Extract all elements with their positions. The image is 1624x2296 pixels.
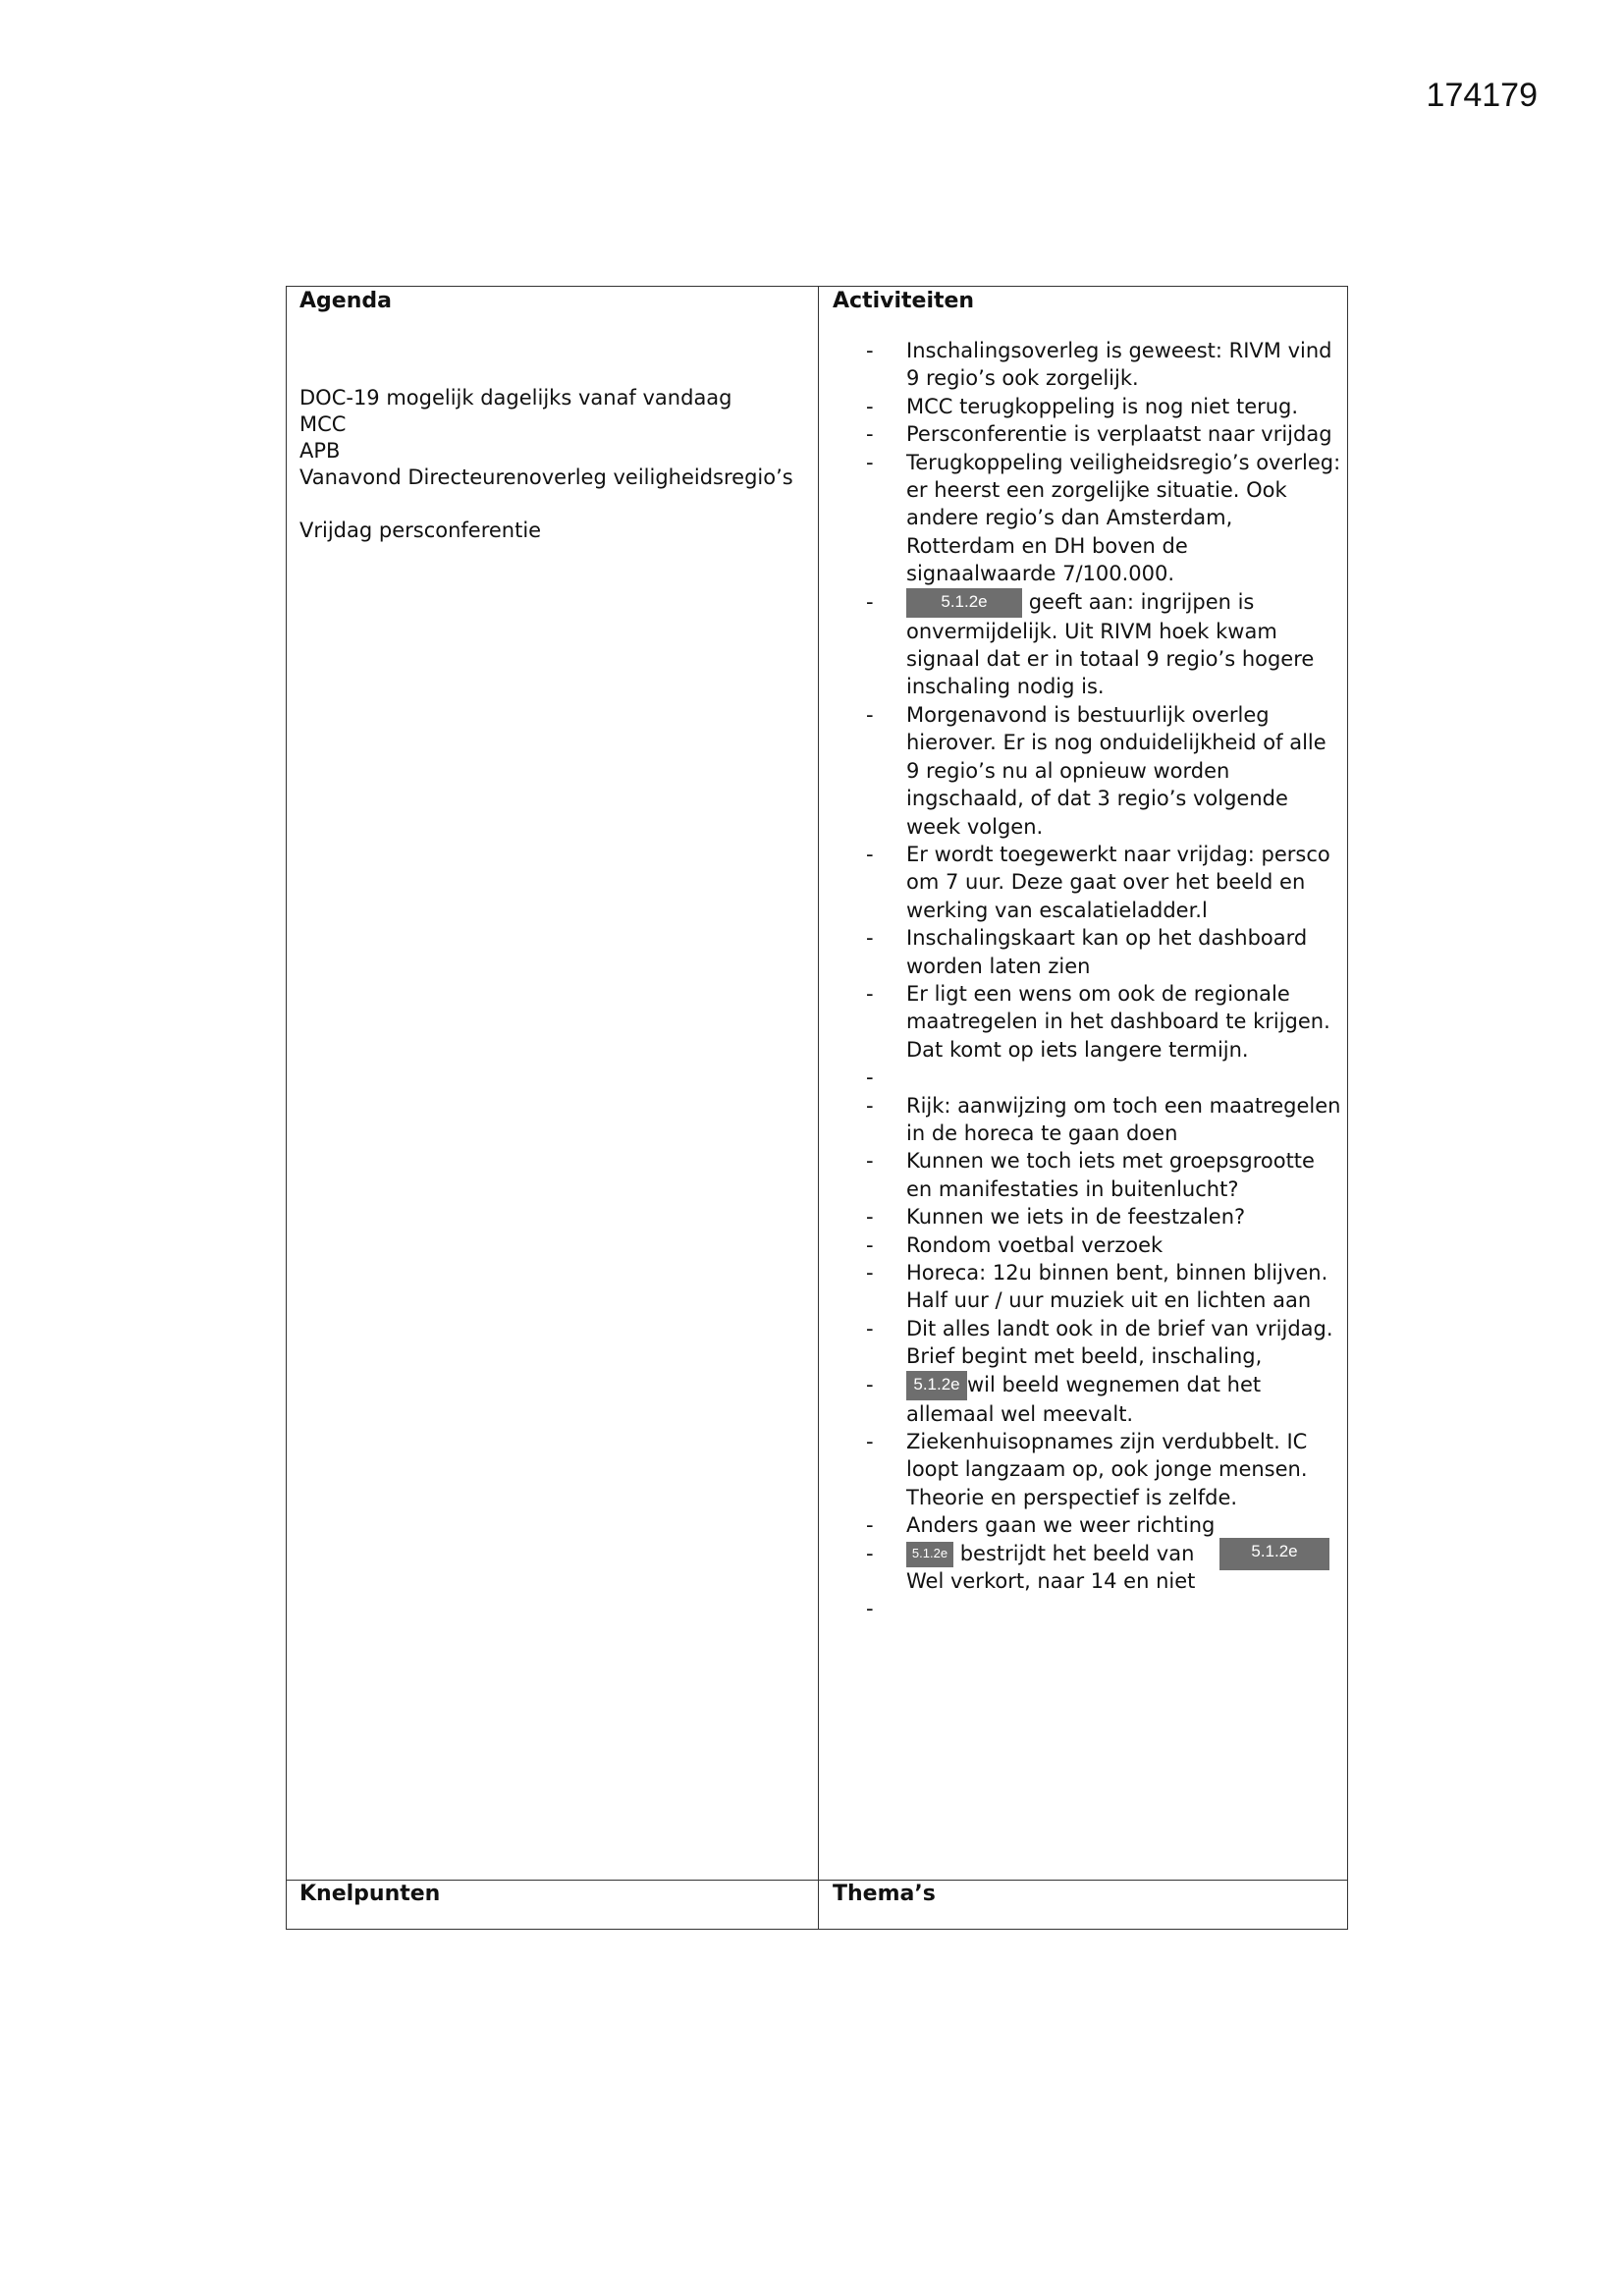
activity-item: - Anders gaan we weer richting — [866, 1513, 1216, 1538]
activity-text: Rijk: aanwijzing om toch een maatregelen in de horeca te gaan doen — [906, 1093, 1341, 1145]
activity-item: - Inschalingskaart kan op het dashboard worden laten zien — [866, 926, 1308, 978]
activity-item: - Persconferentie is verplaatst naar vrijdag — [866, 422, 1332, 447]
agenda-item: Vrijdag persconferentie — [299, 519, 542, 542]
agenda-list — [299, 385, 810, 544]
redaction-box: 5.1.2e — [906, 588, 1022, 618]
activity-item: - Kunnen we iets in de feestzalen? — [866, 1205, 1246, 1230]
activity-item: - MCC terugkoppeling is nog niet terug. — [866, 394, 1299, 418]
activity-text: Anders gaan we weer richting — [906, 1513, 1216, 1538]
activity-item: - 5.1.2e bestrijdt het beeld van 5.1.2e Wel verkort, naar 14 en niet — [833, 1540, 1343, 1596]
activity-item: - Terugkoppeling veiligheidsregio’s overleg: er heerst een zorgelijke situatie. Ook andere regio’s dan Amsterdam, Rotterdam en DH boven de signaalwaarde 7/100.000. — [866, 450, 1341, 586]
activity-text: Er wordt toegewerkt naar vrijdag: persco om 7 uur. Deze gaat over het beeld en werking van escalatieladder.l — [906, 842, 1330, 922]
activity-item: - Morgenavond is bestuurlijk overleg hierover. Er is nog onduidelijkheid of alle 9 regio’s nu al opnieuw worden ingschaald, of dat 3 regio’s volgende week volgen. — [866, 702, 1326, 839]
activity-text: Wel verkort, naar 14 en niet — [906, 1569, 1196, 1594]
activity-text: Inschalingskaart kan op het dashboard worden laten zien — [906, 926, 1308, 978]
knelpunten-header: Knelpunten — [299, 1882, 441, 1906]
activity-text: Kunnen we toch iets met groepsgrootte en manifestaties in buitenlucht? — [906, 1149, 1315, 1201]
activity-item: - Horeca: 12u binnen bent, binnen blijven. Half uur / uur muziek uit en lichten aan — [866, 1260, 1328, 1313]
activity-text: Morgenavond is bestuurlijk overleg hierover. Er is nog onduidelijkheid of alle 9 regio’s nu al opnieuw worden ingschaald, of dat 3 regio’s volgende week volgen. — [906, 702, 1326, 839]
agenda-item: APB — [299, 439, 341, 463]
agenda-item: MCC — [299, 412, 347, 436]
activity-text: bestrijdt het beeld van — [959, 1541, 1195, 1565]
activity-text: Persconferentie is verplaatst naar vrijdag — [906, 422, 1332, 447]
activity-text: Horeca: 12u binnen bent, binnen blijven. Half uur / uur muziek uit en lichten aan — [906, 1260, 1328, 1313]
activities-list — [833, 337, 1343, 1623]
agenda-item: DOC-19 mogelijk dagelijks vanaf vandaag — [299, 386, 732, 410]
activity-text: Er ligt een wens om ook de regionale maatregelen in het dashboard te krijgen. Dat komt op iets langere termijn. — [906, 981, 1330, 1062]
activity-item: - Er ligt een wens om ook de regionale maatregelen in het dashboard te krijgen. Dat komt op iets langere termijn. — [866, 981, 1330, 1062]
activity-text: wil beeld wegnemen dat het allemaal wel meevalt. — [906, 1372, 1262, 1426]
redaction-box: 5.1.2e — [906, 1371, 967, 1400]
activity-text: Kunnen we iets in de feestzalen? — [906, 1205, 1246, 1230]
activity-item: - Ziekenhuisopnames zijn verdubbelt. IC loopt langzaam op, ook jonge mensen. Theorie en perspectief is zelfde. — [866, 1430, 1308, 1509]
row-divider — [287, 1880, 1347, 1881]
redaction-box: 5.1.2e — [1219, 1538, 1329, 1570]
activity-text: Ziekenhuisopnames zijn verdubbelt. IC loopt langzaam op, ook jonge mensen. Theorie en perspectief is zelfde. — [906, 1430, 1308, 1509]
activity-item: - Rondom voetbal verzoek — [866, 1232, 1164, 1257]
activity-item: - — [866, 1066, 874, 1090]
activity-text: Terugkoppeling veiligheidsregio’s overleg: er heerst een zorgelijke situatie. Ook andere regio’s dan Amsterdam, Rotterdam en DH boven de signaalwaarde 7/100.000. — [906, 450, 1341, 586]
activity-item: - — [866, 1597, 874, 1621]
minutes-table — [286, 286, 1348, 1930]
activity-text: MCC terugkoppeling is nog niet terug. — [906, 394, 1299, 418]
activity-item: - 5.1.2e wil beeld wegnemen dat het allemaal wel meevalt. — [866, 1372, 1262, 1426]
activity-item: - Kunnen we toch iets met groepsgrootte en manifestaties in buitenlucht? — [866, 1149, 1315, 1201]
activity-item: - 5.1.2e geeft aan: ingrijpen is onvermijdelijk. Uit RIVM hoek kwam signaal dat er in totaal 9 regio’s hogere inschaling nodig is. — [866, 589, 1315, 699]
activity-item: - Inschalingsoverleg is geweest: RIVM vind 9 regio’s ook zorgelijk. — [866, 339, 1332, 391]
activity-text: Rondom voetbal verzoek — [906, 1232, 1164, 1257]
agenda-header: Agenda — [299, 289, 392, 313]
redaction-box: 5.1.2e — [906, 1542, 953, 1567]
activity-item: - Dit alles landt ook in de brief van vrijdag. Brief begint met beeld, inschaling, — [866, 1316, 1333, 1369]
themas-header: Thema’s — [833, 1882, 936, 1906]
activity-item: - Er wordt toegewerkt naar vrijdag: persco om 7 uur. Deze gaat over het beeld en werking van escalatieladder.l — [866, 842, 1330, 922]
column-divider — [818, 287, 819, 1929]
activity-text: Dit alles landt ook in de brief van vrijdag. Brief begint met beeld, inschaling, — [906, 1316, 1333, 1369]
activity-text: geeft aan: ingrijpen is onvermijdelijk. Uit RIVM hoek kwam signaal dat er in totaal 9 regio’s hogere inschaling nodig is. — [906, 589, 1315, 699]
activity-text: Inschalingsoverleg is geweest: RIVM vind 9 regio’s ook zorgelijk. — [906, 339, 1332, 391]
agenda-item: Vanavond Directeurenoverleg veiligheidsregio’s — [299, 465, 793, 489]
document-number: 174179 — [1426, 77, 1538, 114]
activiteiten-header: Activiteiten — [833, 289, 975, 313]
activity-item: - Rijk: aanwijzing om toch een maatregelen in de horeca te gaan doen — [866, 1093, 1341, 1145]
